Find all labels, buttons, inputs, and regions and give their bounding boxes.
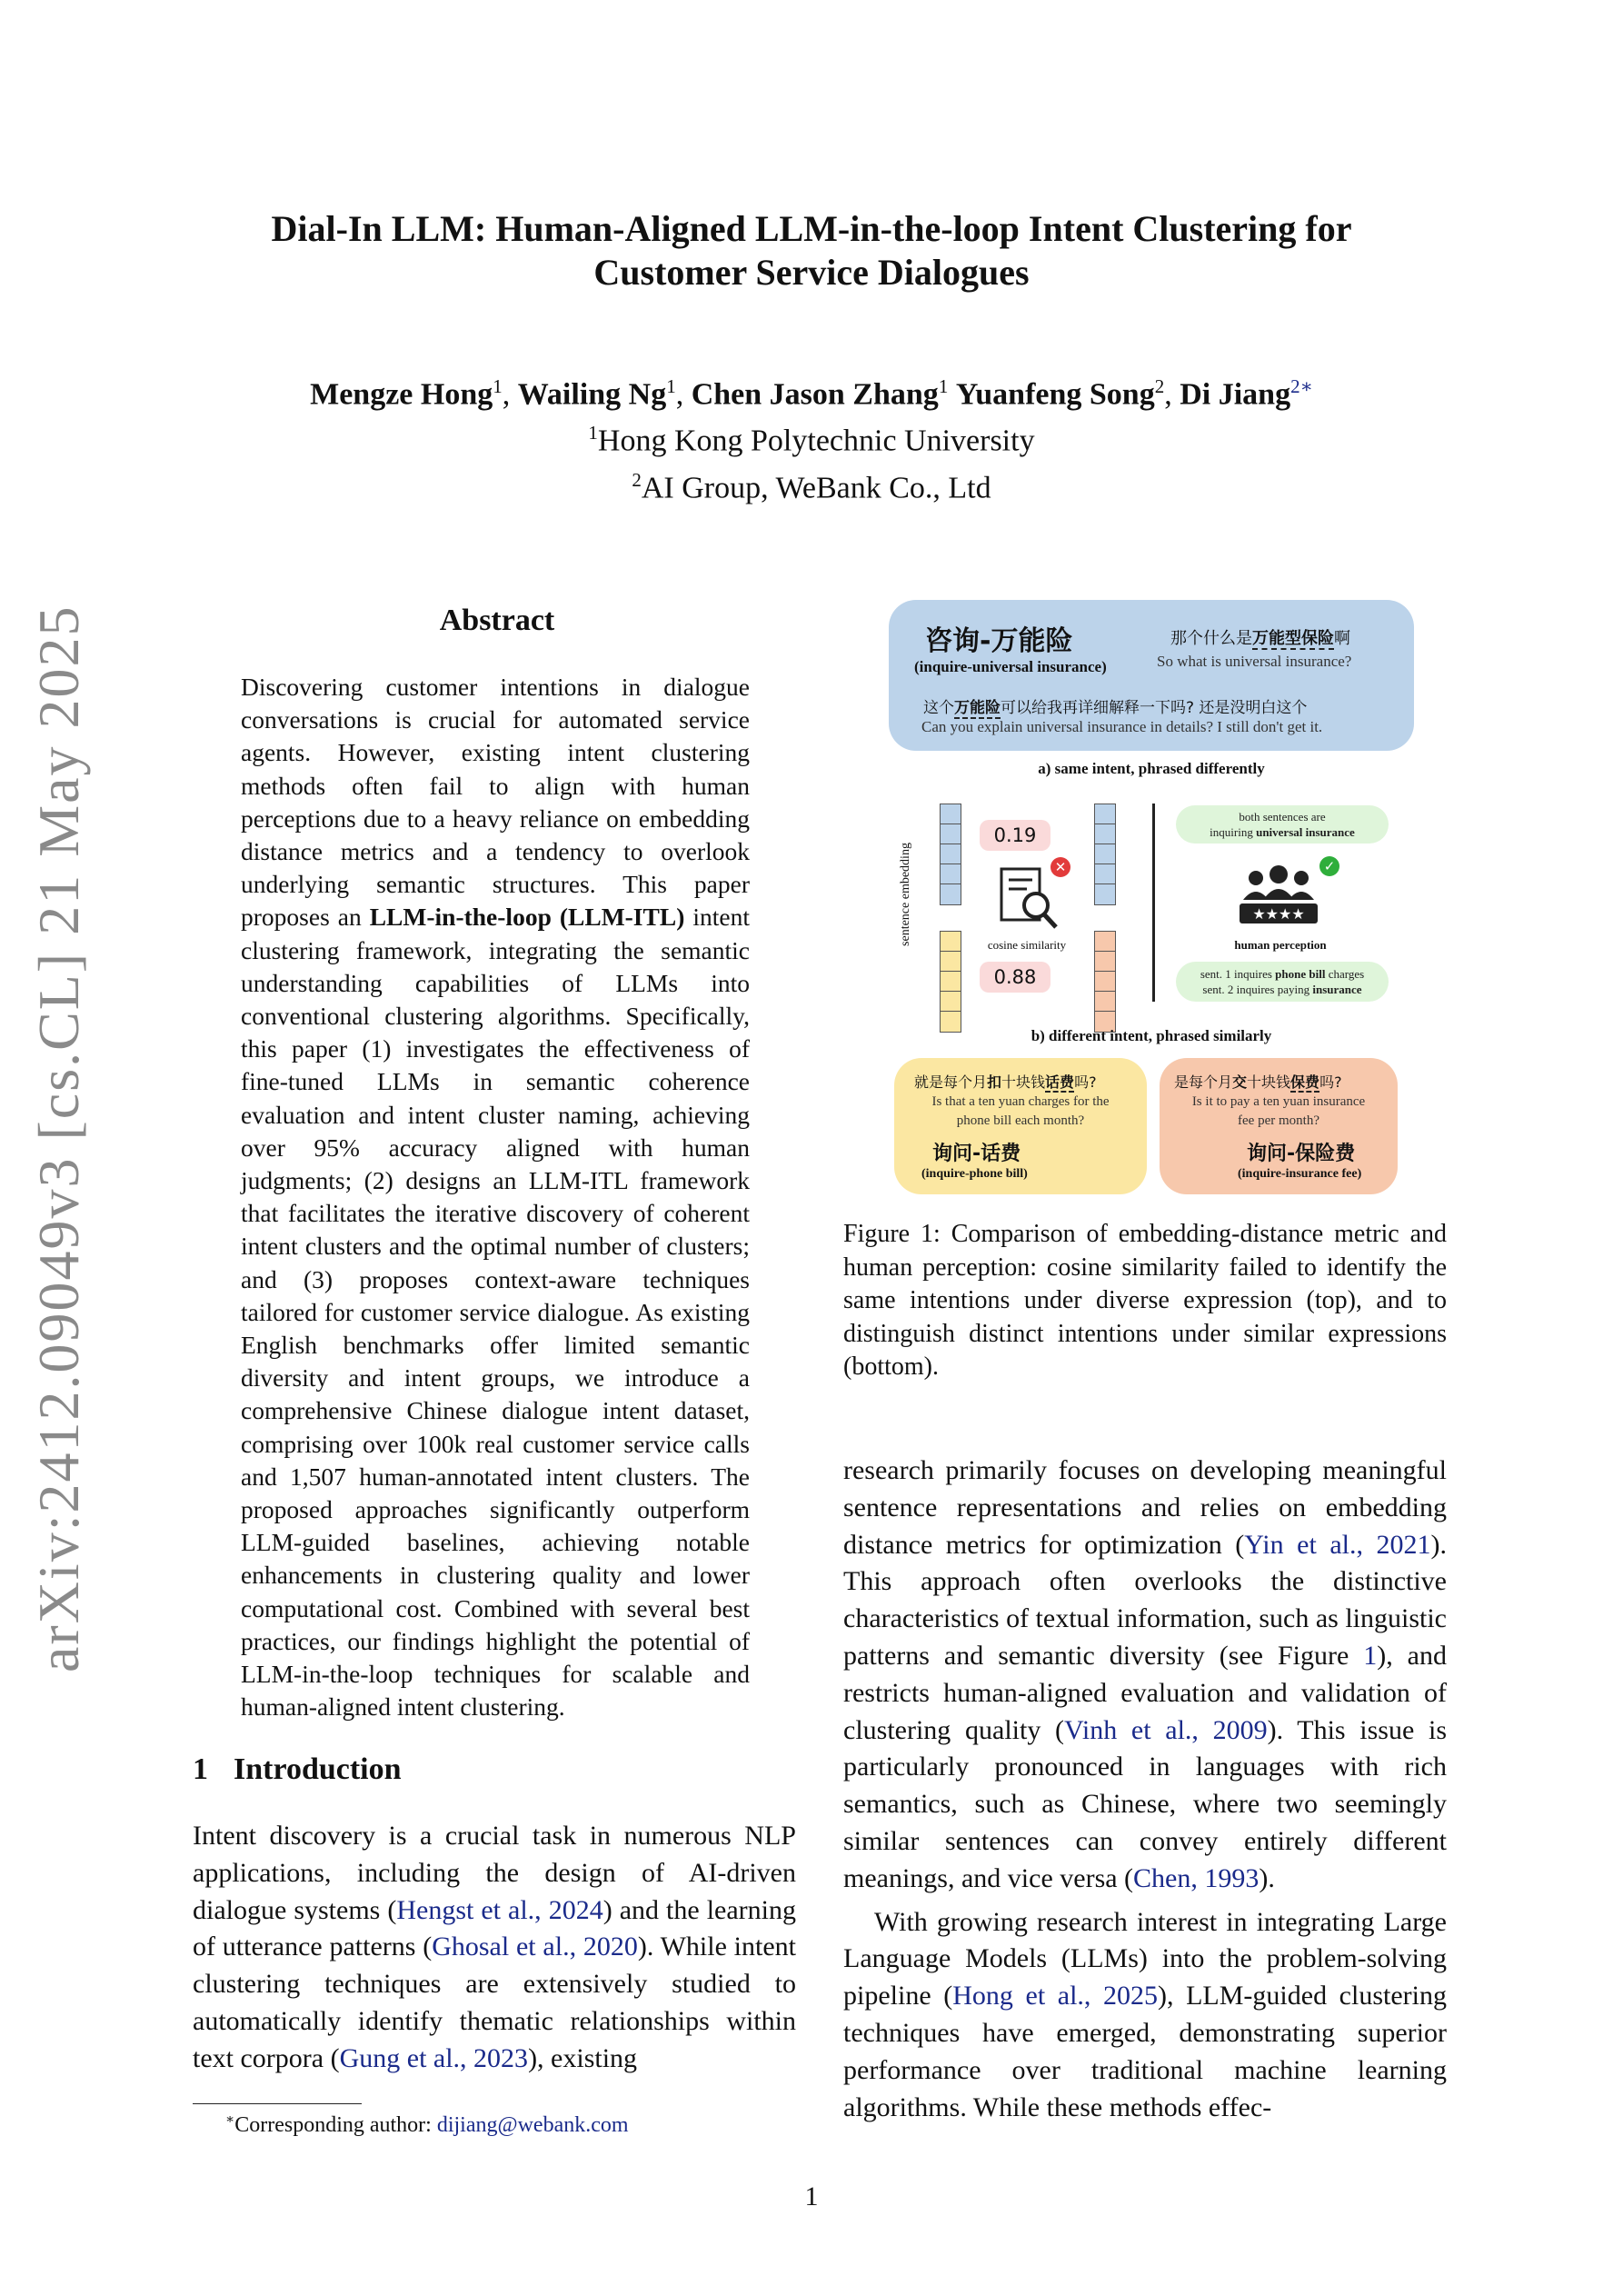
arxiv-identifier: arXiv:2412.09049v3 [cs.CL] 21 May 2025 — [26, 604, 91, 1672]
intent-label-zh: 询问-话费 — [932, 1143, 1021, 1165]
sentence-3-zh: 就是每个月扣十块钱话费吗? — [914, 1073, 1097, 1091]
author-affiliation-mark: 1 — [493, 375, 503, 397]
sentence-2-en: Can you explain universal insurance in details? I still don't get it. — [921, 718, 1323, 735]
phone-bill-box — [894, 1058, 1147, 1194]
author-name: Chen Jason Zhang — [691, 377, 939, 412]
author-name: Mengze Hong — [310, 377, 493, 412]
abstract-bold-term: LLM-in-the-loop (LLM-ITL) — [369, 903, 685, 932]
pill-same-intent: both sentences are inquiring universal insurance — [1176, 805, 1389, 844]
insurance-fee-box — [1160, 1058, 1398, 1194]
citation-link[interactable]: Hengst et al., 2024 — [396, 1894, 603, 1925]
human-perception-label: human perception — [1234, 938, 1327, 952]
section-heading-introduction: 1 Introduction — [193, 1752, 402, 1786]
introduction-paragraph: Intent discovery is a crucial task in numerous NLP applications, including the design of AI-driven dialogue systems (Hengst et al., 2024) and the learning of utterance patterns (Ghosal et al., 2020). While intent clustering techniques are extensively studied to automatically identify thematic relationships within text corpora (Gung et al., 2023), existing — [193, 1821, 796, 2073]
people-rating-icon — [1236, 865, 1321, 929]
figure-caption: Figure 1: Comparison of embedding-distance metric and human perception: cosine similarity failed to identify the same intentions under diverse expression (top), and to distinguish distinct intentions under similar expressions (bottom). — [843, 1220, 1447, 1381]
intent-label-en: (inquire-insurance fee) — [1238, 1167, 1362, 1181]
figure-reference-link[interactable]: 1 — [1363, 1640, 1378, 1671]
citation-link[interactable]: Chen, 1993 — [1133, 1862, 1260, 1893]
svg-text:★★★★: ★★★★ — [1252, 905, 1305, 923]
same-intent-box — [889, 600, 1414, 751]
title-line-1: Dial-In LLM: Human-Aligned LLM-in-the-loop Intent Clustering for — [271, 208, 1352, 249]
column-divider — [1152, 804, 1155, 1002]
embedding-strip-2a — [1094, 804, 1116, 905]
author-list: Mengze Hong$^1$, Wailing Ng$^1$, Chen Jason Zhang$^1$ Yuanfeng Song$^2$, Di Jiang$^{2∗}$ — [310, 375, 1313, 412]
citation-link[interactable]: Gung et al., 2023 — [339, 2042, 529, 2073]
intent-label-en: (inquire-phone bill) — [921, 1167, 1028, 1181]
intent-label-zh: 咨询-万能险 — [925, 625, 1073, 657]
cross-icon: ✕ — [1050, 857, 1070, 877]
author-name: Wailing Ng — [517, 377, 667, 412]
sentence-2-zh: 这个万能险可以给我再详细解释一下吗? 还是没明白这个 — [923, 699, 1308, 717]
cosine-similarity-label: cosine similarity — [987, 938, 1067, 952]
sentence-3-en: Is that a ten yuan charges for the phone bill each month? — [931, 1094, 1110, 1128]
title-line-2: Customer Service Dialogues — [593, 252, 1030, 293]
paper-title — [145, 207, 1478, 294]
author-block — [145, 367, 1478, 507]
author-affiliation-mark: 2 — [1154, 375, 1165, 397]
axis-label: sentence embedding — [899, 843, 912, 946]
paragraph: research primarily focuses on developing meaningful sentence representations and relies on embedding distance metrics for optimization (Yin et al., 2021). This approach often overlooks the distinctive characteristics of textual information, such as linguistic patterns and semantic diversity (see Figure 1), and restricts human-aligned evaluation and validation of clustering quality (Vinh et al., 2009). This issue is particularly pronounced in languages with rich semantics, such as Chinese, where two seemingly similar sentences can convey entirely different meanings, and vice versa (Chen, 1993). — [843, 1455, 1448, 1893]
subfigure-b-label: b) different intent, phrased similarly — [1031, 1027, 1272, 1044]
affiliation-1: $^1$Hong Kong Polytechnic University — [588, 422, 1035, 458]
sentence-4-en: Is it to pay a ten yuan insurance fee per month? — [1191, 1094, 1366, 1128]
page-number: 1 — [804, 2181, 819, 2211]
check-icon: ✓ — [1319, 856, 1339, 876]
pill-different-intent: sent. 1 inquires phone bill charges sent. 2 inquires paying insurance — [1176, 962, 1389, 1002]
author-name: Yuanfeng Song — [955, 377, 1155, 412]
footnote: ∗Corresponding author: dijiang@webank.com — [225, 2112, 629, 2137]
cosine-score-top: 0.19 — [980, 820, 1050, 851]
author-name: Di Jiang — [1180, 377, 1291, 412]
subfigure-a-label: a) same intent, phrased differently — [1038, 760, 1265, 777]
embedding-strip-2b — [1094, 931, 1116, 1033]
author-affiliation-mark: 2∗ — [1290, 375, 1313, 397]
email-link[interactable]: dijiang@webank.com — [436, 2113, 629, 2137]
paragraph: With growing research interest in integrating Large Language Models (LLMs) into the problem-solving pipeline (Hong et al., 2025), LLM-guided clustering techniques have emerged, demonstrating superior performance over traditional machine learning algorithms. While these methods effec- — [843, 1906, 1447, 2122]
citation-link[interactable]: Vinh et al., 2009 — [1064, 1714, 1268, 1745]
footnote-rule — [193, 2103, 362, 2104]
citation-link[interactable]: Hong et al., 2025 — [952, 1981, 1159, 2011]
author-affiliation-mark: 1 — [666, 375, 676, 397]
affiliation-2: $^2$AI Group, WeBank Co., Ltd — [632, 468, 991, 504]
abstract-body: Discovering customer intentions in dialogue conversations is crucial for automated service agents. However, existing intent clustering methods often fail to align with human perceptions due to a heavy reliance on embedding distance metrics and a tendency to overlook underlying semantic structures. This paper proposes an LLM-in-the-loop (LLM-ITL) intent clustering framework, integrating the semantic understanding capabilities of LLMs into conventional clustering algorithms. Specifically, this paper (1) investigates the effectiveness of fine-tuned LLMs in semantic coherence evaluation and intent cluster naming, achieving over 95% accuracy aligned with human judgments; (2) designs an LLM-ITL framework that facilitates the iterative discovery of coherent intent clusters and the optimal number of clusters; and (3) proposes context-aware techniques tailored for customer service dialogue. As existing English benchmarks offer limited semantic diversity and intent groups, we introduce a comprehensive Chinese dialogue intent dataset, comprising over 100k real customer service calls and 1,507 human-annotated intent clusters. The proposed approaches significantly outperform LLM-guided baselines, achieving notable enhancements in clustering quality and lower computational cost. Combined with several best practices, our findings highlight the potential of LLM-in-the-loop techniques for scalable and human-aligned intent clustering. — [241, 673, 750, 1722]
cosine-score-bottom: 0.88 — [980, 962, 1050, 993]
sentence-1-zh: 那个什么是万能型保险啊 — [1170, 629, 1350, 648]
sentence-4-zh: 是每个月交十块钱保费吗? — [1174, 1073, 1342, 1091]
abstract-heading: Abstract — [439, 604, 555, 637]
sentence-1-en: So what is universal insurance? — [1157, 653, 1352, 670]
author-affiliation-mark: 1 — [938, 375, 949, 397]
citation-link[interactable]: Ghosal et al., 2020 — [432, 1932, 638, 1962]
citation-link[interactable]: Yin et al., 2021 — [1244, 1529, 1431, 1560]
embedding-strip-1b — [940, 931, 961, 1033]
intent-label-zh: 询问-保险费 — [1247, 1143, 1356, 1165]
figure-1 — [889, 600, 1414, 1200]
document-search-icon — [996, 867, 1061, 931]
intent-label-en: (inquire-universal insurance) — [914, 658, 1107, 675]
embedding-strip-1a — [940, 804, 961, 905]
right-column-text — [843, 1452, 1447, 2126]
